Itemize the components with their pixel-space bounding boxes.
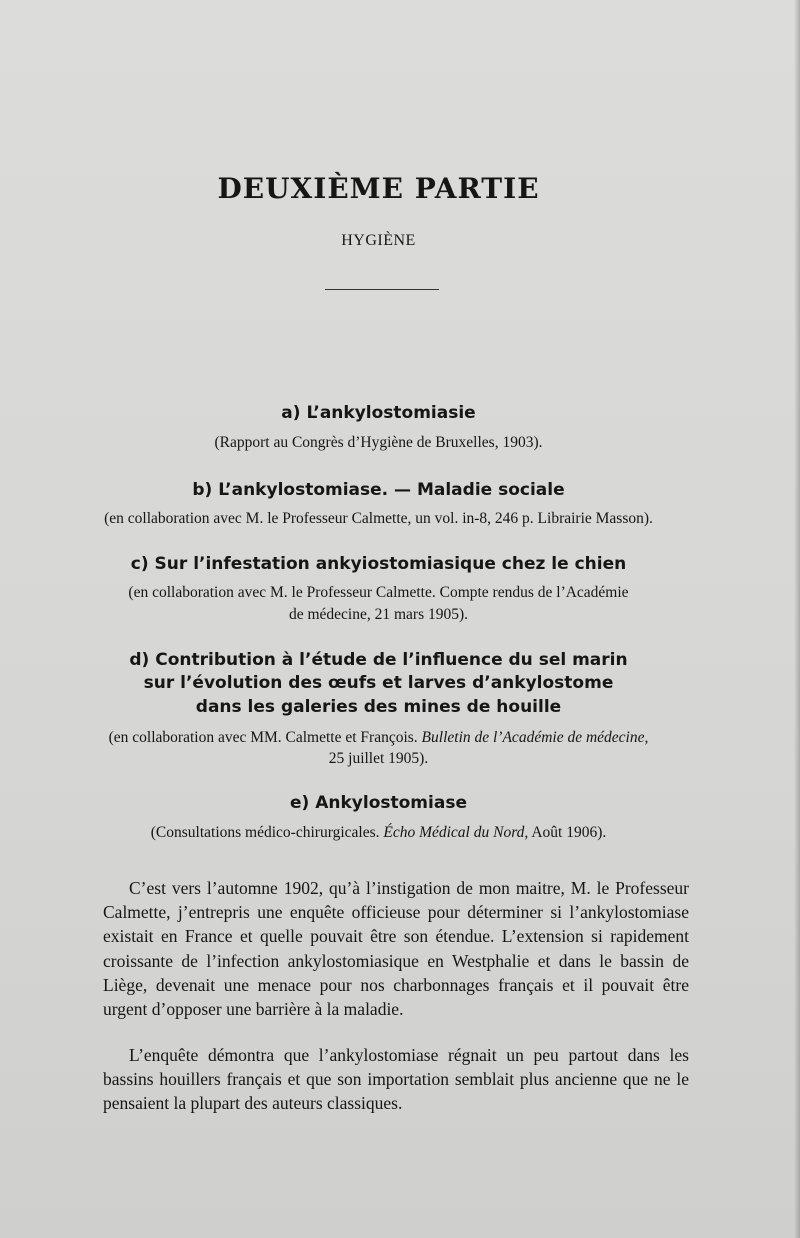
entry-a-heading: a) L’ankylostomiasie — [281, 403, 476, 423]
entry-d-note-line-2: 25 juillet 1905). — [328, 750, 429, 767]
part-subtitle: HYGIÈNE — [341, 232, 416, 249]
entry-c-heading: c) Sur l’infestation ankyiostomiasique chez le chien — [130, 554, 627, 574]
entry-c-note-line-2: de médecine, 21 mars 1905). — [288, 606, 469, 623]
entry-e-note-journal: Écho Médical du Nord, — [383, 824, 529, 841]
title-divider — [325, 289, 439, 290]
entry-a-note: (Rapport au Congrès d’Hygiène de Bruxelles, 1903). — [214, 434, 543, 451]
body-paragraph-1: C’est vers l’automne 1902, qu’à l’instigation de mon maitre, M. le Professeur Calmette, j’entrepris une enquête officieuse pour déterminer si l’ankylostomiase existait en France et quelle pouvait être son étendue. L’extension si rapidement croissante de l’infection ankylostomiasique en Westphalie et dans le bassin de Liège, devenait une menace pour nos charbonnages français et il pouvait être urgent d’opposer une barrière à la maladie. — [103, 878, 689, 1020]
entry-d-note-prefix: (en collaboration avec MM. Calmette et François. — [108, 729, 422, 746]
entry-e-note-suffix: Août 1906). — [528, 824, 607, 841]
entry-e-heading: e) Ankylostomiase — [290, 793, 467, 813]
entry-d-note-line-1 — [0, 727, 757, 749]
entry-d-note-journal: Bulletin de l’Académie de médecine, — [421, 729, 649, 746]
entry-d-heading-line-2: sur l’évolution des œufs et larves d’ankylostome — [143, 673, 614, 693]
entry-e-note-prefix: (Consultations médico-chirurgicales. — [150, 824, 384, 841]
entry-d-heading-line-3: dans les galeries des mines de houille — [195, 697, 562, 717]
entry-b-heading: b) L’ankylostomiase. — Maladie sociale — [192, 480, 565, 500]
entry-e-note — [0, 822, 757, 844]
entry-d-heading-line-1: d) Contribution à l’étude de l’influence du sel marin — [129, 650, 628, 670]
part-title: DEUXIÈME PARTIE — [217, 172, 540, 205]
body-paragraph-2: L’enquête démontra que l’ankylostomiase régnait un peu partout dans les bassins houillers français et que son importation semblait plus ancienne que ne le pensaient la plupart des auteurs classiques. — [103, 1045, 689, 1114]
entry-b-note: (en collaboration avec M. le Professeur Calmette, un vol. in-8, 246 p. Librairie Masson). — [104, 510, 653, 527]
entry-c-note-line-1: (en collaboration avec M. le Professeur Calmette. Compte rendus de l’Académie — [128, 584, 629, 601]
page-edge-shadow — [794, 0, 800, 1238]
